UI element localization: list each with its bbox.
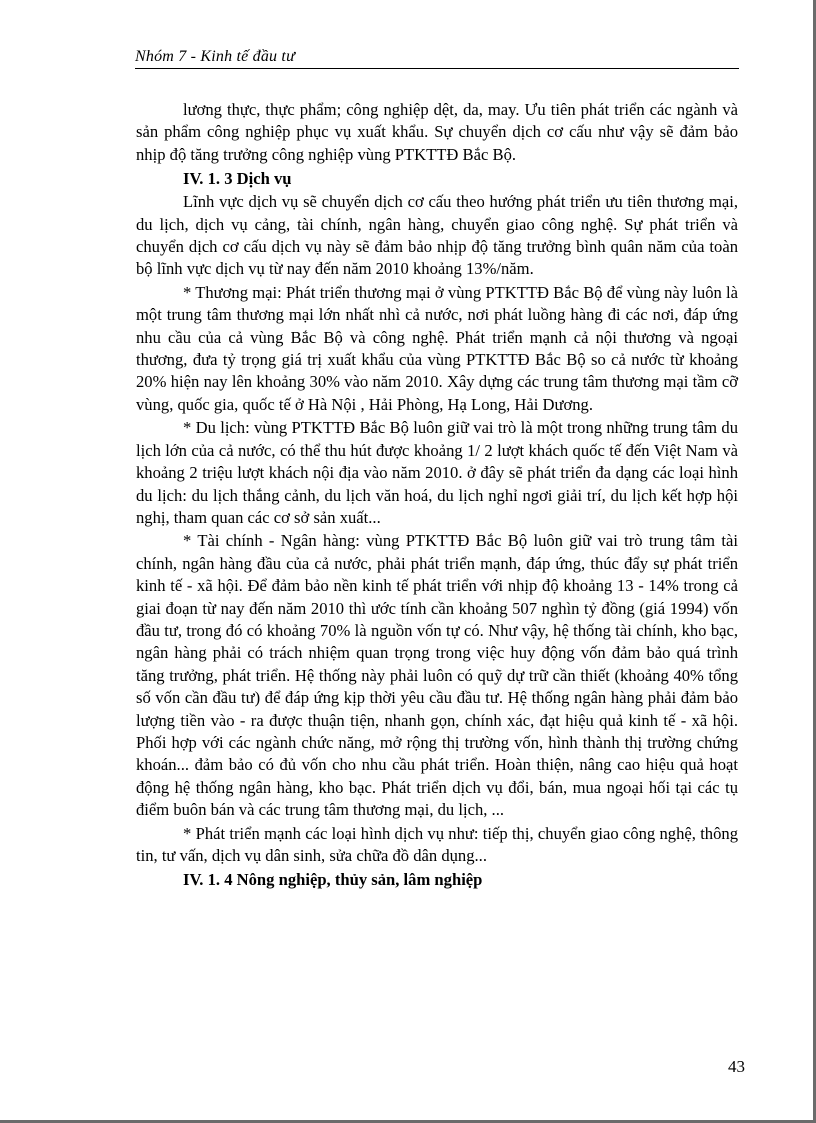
paragraph-industry-continuation: lương thực, thực phẩm; công nghiệp dệt, da, may. Ưu tiên phát triển các ngành và sản phẩm công nghiệp phục vụ xuất khẩu. Sự chuyển dịch cơ cấu như vậy sẽ đảm bảo nhịp độ tăng trưởng công nghiệp vùng PTKTTĐ Bắc Bộ.	[136, 100, 738, 164]
section-heading-agriculture: IV. 1. 4 Nông nghiệp, thủy sản, lâm nghiệp	[183, 870, 483, 890]
paragraph-trade: * Thương mại: Phát triển thương mại ở vùng PTKTTĐ Bắc Bộ để vùng này luôn là một trung tâm thương mại lớn nhất nhì cả nước, nơi phát luồng hàng đi các nơi, đáp ứng nhu cầu của cả vùng Bắc Bộ và công nghệ. Phát triển mạnh cả nội thương và ngoại thương, đưa tỷ trọng giá trị xuất khẩu của vùng PTKTTĐ Bắc Bộ so cả nước từ khoảng 20% hiện nay lên khoảng 30% vào năm 2010. Xây dựng các trung tâm thương mại tầm cỡ vùng, quốc gia, quốc tế ở Hà Nội , Hải Phòng, Hạ Long, Hải Dương.	[136, 282, 738, 414]
paragraph-other-services: * Phát triển mạnh các loại hình dịch vụ như: tiếp thị, chuyển giao công nghệ, thông tin, tư vấn, dịch vụ dân sinh, sửa chữa đồ dân dụng...	[136, 823, 738, 865]
running-header	[135, 48, 739, 69]
paragraph-services-overview: Lĩnh vực dịch vụ sẽ chuyển dịch cơ cấu theo hướng phát triển ưu tiên thương mại, du lịch, dịch vụ cảng, tài chính, ngân hàng, chuyển giao công nghệ. Sự phát triển và chuyển dịch cơ cấu dịch vụ này sẽ đảm bảo nhịp độ tăng trưởng bình quân năm của toàn bộ lĩnh vực dịch vụ từ nay đến năm 2010 khoảng 13%/năm.	[136, 192, 738, 279]
section-heading-services: IV. 1. 3 Dịch vụ	[183, 169, 292, 189]
paragraph-finance-banking: * Tài chính - Ngân hàng: vùng PTKTTĐ Bắc Bộ luôn giữ vai trò trung tâm tài chính, ngân hàng đầu của cả nước, phải phát triển mạnh, đáp ứng, thúc đẩy sự phát triển kinh tế - xã hội. Để đảm bảo nền kinh tế phát triển với nhịp độ khoảng 13 - 14% trong cả giai đoạn từ nay đến năm 2010 thì ước tính cần khoảng 507 nghìn tỷ đồng (giá 1994) vốn đầu tư, trong đó có khoảng 70% là nguồn vốn tự có. Như vậy, hệ thống tài chính, kho bạc, ngân hàng phải có trách nhiệm quan trọng trong việc huy động vốn đảm bảo quá trình tăng trưởng, phát triển. Hệ thống này phải luôn có quỹ dự trữ cần thiết (khoảng 40% tổng số vốn cần đầu tư) để đáp ứng kịp thời yêu cầu đầu tư. Hệ thống ngân hàng phải đảm bảo lượng tiền vào - ra được thuận tiện, nhanh gọn, chính xác, đạt hiệu quả kinh tế - xã hội. Phối hợp với các ngành chức năng, mở rộng thị trường vốn, hình thành thị trường chứng khoán... đảm bảo có đủ vốn cho nhu cầu phát triển. Hoàn thiện, nâng cao hiệu quả hoạt động hệ thống ngân hàng, kho bạc. Phát triển dịch vụ đổi, bán, mua ngoại hối tại các tụ điểm buôn bán và các trung tâm thương mại, du lịch, ...	[136, 531, 738, 820]
header-title: Nhóm 7 - Kinh tế đầu tư	[135, 48, 295, 65]
paragraph-tourism: * Du lịch: vùng PTKTTĐ Bắc Bộ luôn giữ vai trò là một trong những trung tâm du lịch lớn của cả nước, có thể thu hút được khoảng 1/ 2 lượt khách quốc tế đến Việt Nam và khoảng 2 triệu lượt khách nội địa vào năm 2010. ở đây sẽ phát triển đa dạng các loại hình du lịch: du lịch thắng cảnh, du lịch văn hoá, du lịch nghỉ ngơi giải trí, du lịch kết hợp hội nghị, tham quan các cơ sở sản xuất...	[136, 418, 738, 527]
page-number: 43	[728, 1057, 745, 1076]
body-text	[136, 99, 738, 892]
